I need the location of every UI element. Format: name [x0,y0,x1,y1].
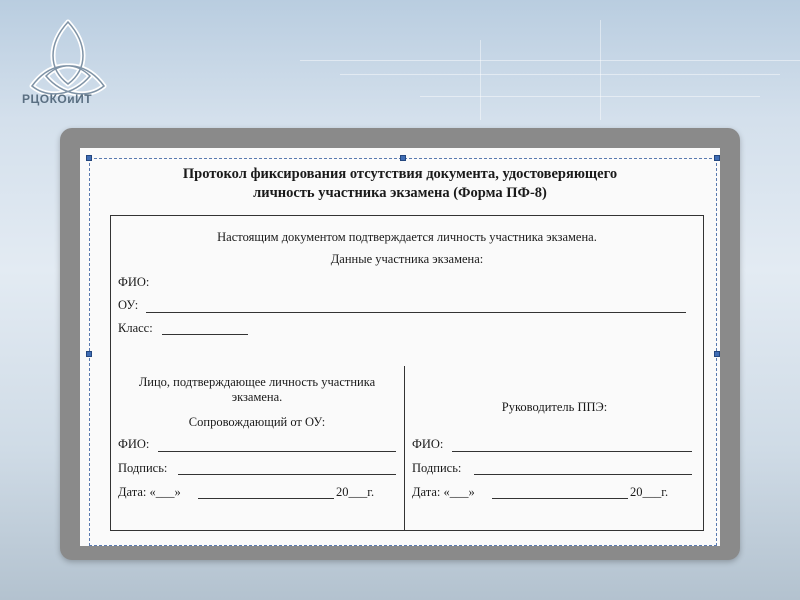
ou-label: ОУ: [118,298,139,312]
background-line [600,20,601,120]
resize-handle-top-right[interactable] [714,155,720,161]
background-line [480,40,481,120]
background-line [300,60,800,61]
class-field[interactable] [162,334,248,335]
left-date-label: Дата: «___» [118,485,181,499]
title-line-2: личность участника экзамена (Форма ПФ-8) [253,185,547,201]
resize-handle-top-left[interactable] [86,155,92,161]
right-sign-field[interactable] [474,474,692,475]
right-sign-label: Подпись: [412,461,462,475]
logo-text: РЦОКОиИТ [22,92,93,106]
background-line [340,74,780,75]
title-line-1: Протокол фиксирования отсутствия документа, удостоверяющего [182,166,618,182]
confirm-text: Настоящим документом подтверждается личность участника экзамена. [217,230,597,244]
resize-handle-top-middle[interactable] [400,155,406,161]
left-heading-line-2: экзамена. [231,390,283,404]
participant-fio-label: ФИО: [118,275,150,289]
right-date-field[interactable] [492,498,628,499]
left-sign-field[interactable] [178,474,396,475]
right-year-label: 20___г. [630,485,669,499]
resize-handle-middle-right[interactable] [714,351,720,357]
right-fio-field[interactable] [452,451,692,452]
left-subheading: Сопровождающий от ОУ: [188,415,326,429]
left-heading-line-1: Лицо, подтверждающее личность участника [138,375,376,389]
participant-data-heading: Данные участника экзамена: [330,252,484,266]
left-year-label: 20___г. [336,485,375,499]
background-line [420,96,760,97]
left-fio-label: ФИО: [118,437,150,451]
class-label: Класс: [118,321,153,335]
right-heading: Руководитель ППЭ: [501,400,608,414]
resize-handle-middle-left[interactable] [86,351,92,357]
right-fio-label: ФИО: [412,437,444,451]
left-date-field[interactable] [198,498,334,499]
column-divider [404,366,405,531]
ou-field[interactable] [146,312,686,313]
right-date-label: Дата: «___» [412,485,475,499]
document-title [100,165,700,203]
left-fio-field[interactable] [158,451,396,452]
left-sign-label: Подпись: [118,461,168,475]
left-heading [110,375,404,405]
